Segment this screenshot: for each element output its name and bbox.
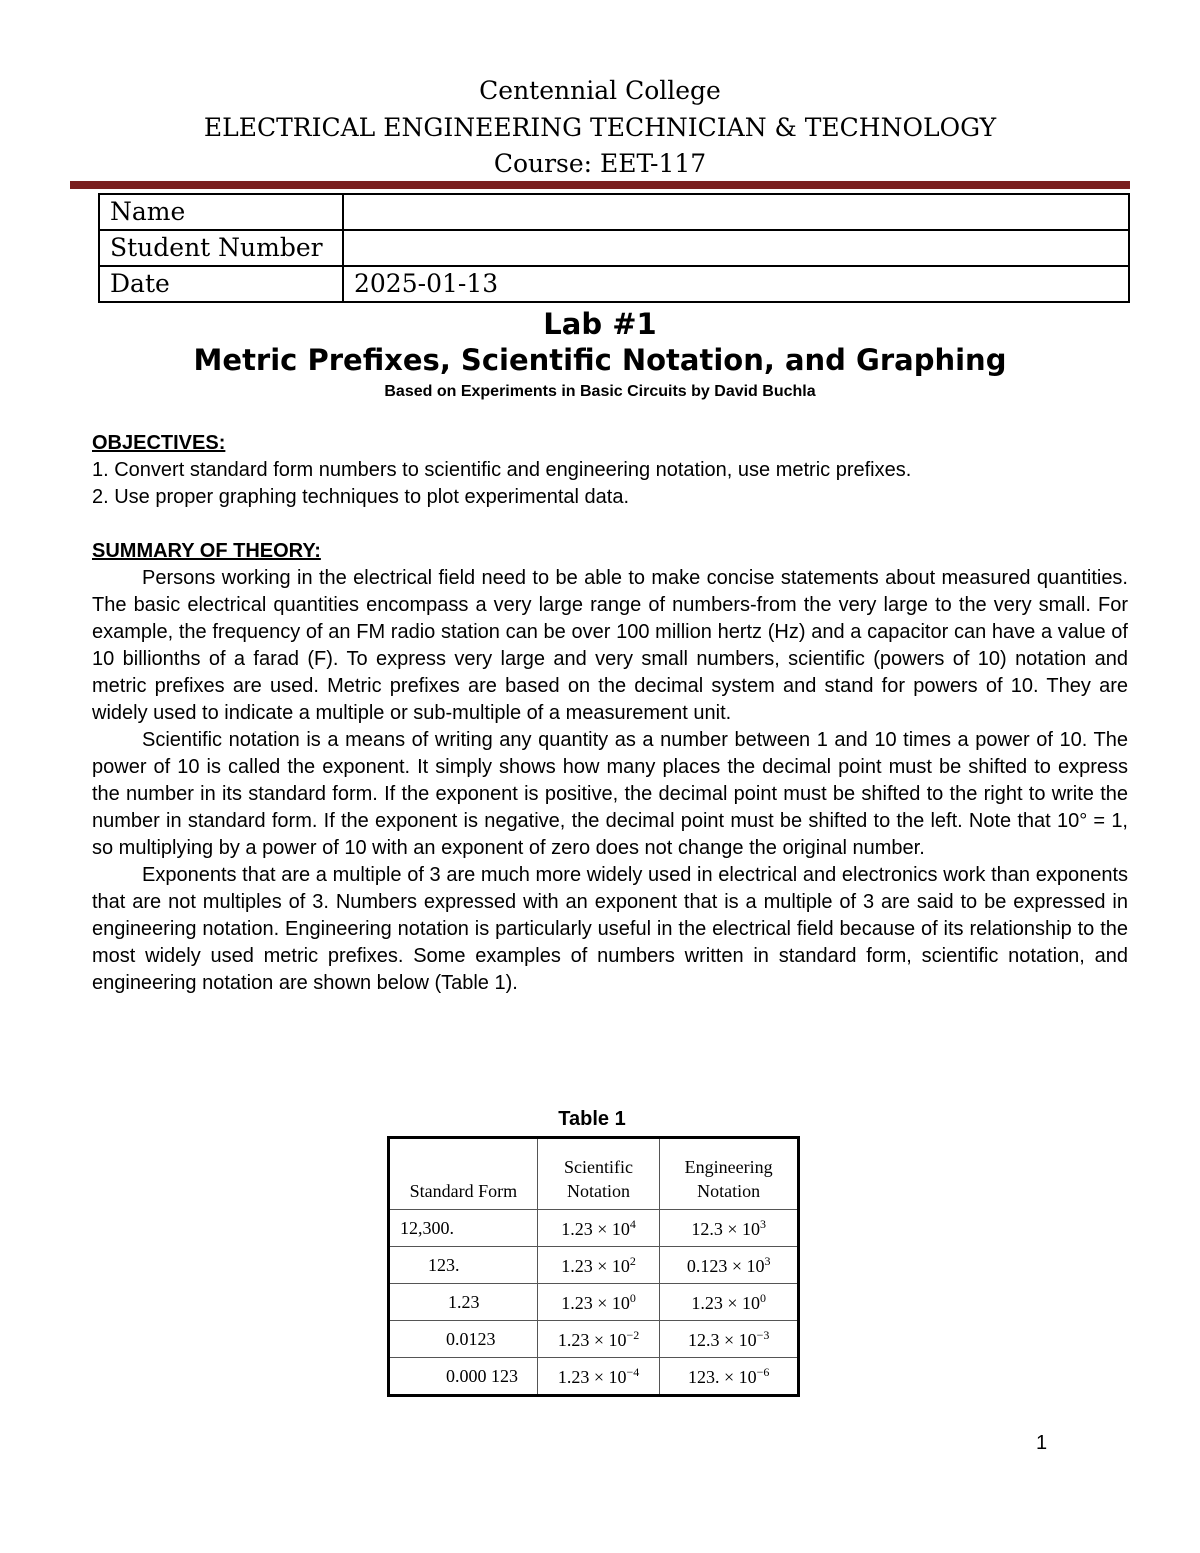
theory-paragraph: Exponents that are a multiple of 3 are much more widely used in electrical and electronics work than exponents that are not multiples of 3. Numbers expressed with an exponent that is a multiple of 3 are said to be expressed in engineering notation. Engineering notation is particularly useful in the electrical field because of its relationship to the most widely used metric prefixes. Some examples of numbers written in standard form, scientific notation, and engineering notation are shown below (Table 1). [92, 864, 1128, 994]
info-label: Date [99, 266, 343, 302]
eng-base: 123. × 10 [687, 1366, 757, 1387]
eng-exponent: 3 [764, 1253, 771, 1268]
eng-base: 0.123 × 10 [686, 1255, 765, 1276]
objective-item: 1. Convert standard form numbers to scientific and engineering notation, use metric prefixes. [92, 459, 912, 481]
college-name: Centennial College [479, 76, 721, 105]
date-field[interactable]: 2025-01-13 [343, 266, 1129, 302]
student-info-table [98, 193, 1130, 303]
notation-table [387, 1136, 800, 1397]
sci-base: 1.23 × 10 [557, 1329, 627, 1350]
engineering-cell [660, 1247, 799, 1284]
eng-base: 12.3 × 10 [687, 1329, 757, 1350]
program-name: ELECTRICAL ENGINEERING TECHNICIAN & TECHNOLOGY [203, 113, 997, 142]
table-row [389, 1210, 799, 1247]
sci-exponent: −2 [626, 1327, 640, 1342]
course-code: Course: EET-117 [493, 149, 707, 178]
info-row-name [99, 194, 1129, 230]
engineering-cell [660, 1210, 799, 1247]
scientific-cell [537, 1284, 660, 1321]
sci-base: 1.23 × 10 [561, 1292, 630, 1313]
info-row-student-number [99, 230, 1129, 266]
standard-form-cell: 12,300. [389, 1210, 538, 1247]
sci-base: 1.23 × 10 [557, 1366, 627, 1387]
standard-form-cell: 0.000 123 [389, 1358, 538, 1396]
objectives-heading: OBJECTIVES: [92, 432, 226, 454]
column-header: Engineering Notation [660, 1138, 799, 1210]
sci-exponent: 2 [629, 1253, 636, 1268]
sci-base: 1.23 × 10 [561, 1255, 630, 1276]
theory-section [92, 538, 1128, 997]
theory-paragraph: Persons working in the electrical field need to be able to make concise statements about measured quantities. The basic electrical quantities encompass a very large range of numbers-from the very large to the very small. For example, the frequency of an FM radio station can be over 100 million hertz (Hz) and a capacitor can have a value of 10 billionths of a farad (F). To express very large and very small numbers, scientific (powers of 10) notation and metric prefixes are used. Metric prefixes are based on the decimal system and stand for powers of 10. They are widely used to indicate a multiple or sub-multiple of a measurement unit. [92, 567, 1128, 724]
theory-paragraph: Scientific notation is a means of writing any quantity as a number between 1 and 10 times a power of 10. The power of 10 is called the exponent. It simply shows how many places the decimal point must be shifted to express the number in its standard form. If the exponent is positive, the decimal point must be shifted to the right to write the number in standard form. If the exponent is negative, the decimal point must be shifted to the left. Note that 10° = 1, so multiplying by a power of 10 with an exponent of zero does not change the original number. [92, 729, 1128, 859]
info-label: Name [99, 194, 343, 230]
info-label: Student Number [99, 230, 343, 266]
student-number-field[interactable] [343, 230, 1129, 266]
scientific-cell [537, 1321, 660, 1358]
table-row [389, 1321, 799, 1358]
scientific-cell [537, 1358, 660, 1396]
table-row [389, 1358, 799, 1396]
eng-base: 12.3 × 10 [691, 1218, 760, 1239]
eng-exponent: 0 [759, 1290, 766, 1305]
name-field[interactable] [343, 194, 1129, 230]
standard-form-cell: 123. [389, 1247, 538, 1284]
scientific-cell [537, 1247, 660, 1284]
table-header-row [389, 1138, 799, 1210]
info-row-date [99, 266, 1129, 302]
table-caption: Table 1 [558, 1108, 626, 1130]
sci-exponent: 0 [629, 1290, 636, 1305]
lab-title: Metric Prefixes, Scientific Notation, and Graphing [193, 343, 1007, 377]
objective-item: 2. Use proper graphing techniques to plot experimental data. [92, 486, 630, 508]
theory-heading: SUMMARY OF THEORY: [92, 540, 321, 562]
eng-exponent: −6 [756, 1364, 770, 1379]
column-header: Standard Form [389, 1138, 538, 1210]
lab-source: Based on Experiments in Basic Circuits by David Buchla [384, 383, 816, 400]
sci-base: 1.23 × 10 [561, 1218, 630, 1239]
sci-exponent: −4 [626, 1364, 640, 1379]
objectives-section [92, 430, 1128, 511]
engineering-cell [660, 1284, 799, 1321]
engineering-cell [660, 1321, 799, 1358]
engineering-cell [660, 1358, 799, 1396]
header-divider [70, 181, 1130, 189]
table-row [389, 1284, 799, 1321]
scientific-cell [537, 1210, 660, 1247]
standard-form-cell: 0.0123 [389, 1321, 538, 1358]
page-number: 1 [1036, 1432, 1048, 1454]
table-row [389, 1247, 799, 1284]
eng-exponent: −3 [756, 1327, 770, 1342]
eng-base: 1.23 × 10 [691, 1292, 760, 1313]
lab-number: Lab #1 [543, 307, 657, 341]
standard-form-cell: 1.23 [389, 1284, 538, 1321]
eng-exponent: 3 [759, 1216, 766, 1231]
column-header: Scientific Notation [537, 1138, 660, 1210]
sci-exponent: 4 [629, 1216, 636, 1231]
